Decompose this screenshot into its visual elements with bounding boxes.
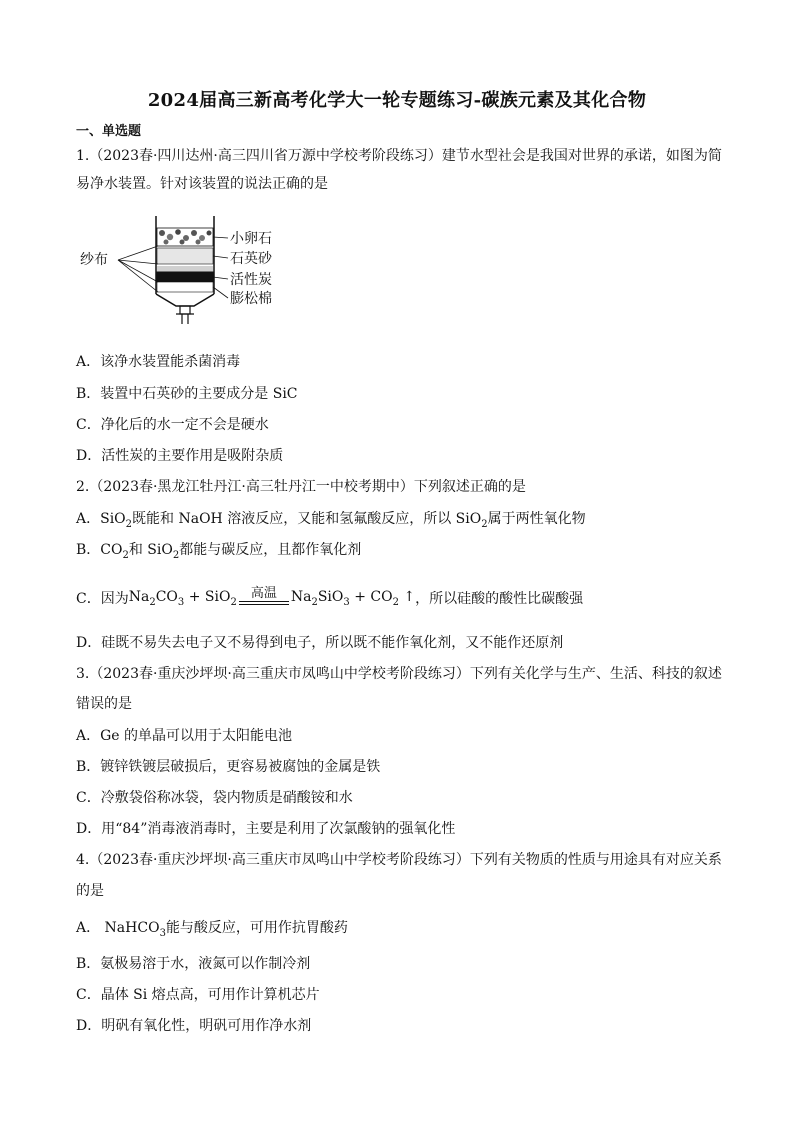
q1-stem-line2: 易净水装置。针对该装置的说法正确的是	[76, 176, 328, 192]
cotton-layer	[157, 282, 213, 292]
equation-reactants: $Na_2CO_3 + SiO_2$	[128, 589, 237, 608]
section-heading: 一、单选题	[76, 124, 142, 139]
q4-option-d: D．明矾有氧化性，明矾可用作净水剂	[76, 1018, 312, 1034]
water-filter-diagram	[76, 212, 306, 332]
quartz-sand-layer	[157, 248, 213, 264]
q3-option-b: B．镀锌铁镀层破损后，更容易被腐蚀的金属是铁	[76, 759, 381, 775]
reaction-condition: 高温	[250, 586, 277, 601]
q1-option-d: D．活性炭的主要作用是吸附杂质	[76, 448, 284, 464]
q4-option-a: A． NaHCO$_3$能与酸反应，可用作抗胃酸药	[76, 920, 348, 939]
label-activated-carbon: 活性炭	[230, 272, 272, 288]
reaction-condition-arrow	[239, 584, 289, 608]
q3-option-c: C．冷敷袋俗称冰袋，袋内物质是硝酸铵和水	[76, 790, 353, 806]
q2-option-b: B．$CO_2$和 SiO$_2$都能与碳反应，且都作氧化剂	[76, 542, 362, 561]
q1-option-a: A．该净水装置能杀菌消毒	[76, 354, 241, 370]
label-pebbles: 小卵石	[230, 231, 272, 247]
q3-option-d: D．用“84”消毒液消毒时，主要是利用了次氯酸钠的强氧化性	[76, 821, 456, 837]
q4-stem-line2: 的是	[76, 883, 104, 899]
q2-option-c: C．因为$Na_2CO_3 + SiO_2$ 高温 $Na_2SiO_3 + CO_2$ ↑，所以硅酸的酸性比碳酸强	[76, 584, 583, 610]
q1-option-b: B．装置中石英砂的主要成分是 SiC	[76, 386, 298, 402]
document-title: 2024届高三新高考化学大一轮专题练习-碳族元素及其化合物	[147, 90, 647, 111]
q3-option-a: A．Ge 的单晶可以用于太阳能电池	[76, 728, 293, 744]
label-quartz-sand: 石英砂	[230, 251, 272, 267]
equation-products: $Na_2SiO_3 + CO_2$ ↑	[290, 589, 416, 608]
water-filter-figure	[76, 212, 306, 332]
activated-carbon-layer	[157, 266, 213, 282]
q4-option-b: B．氨极易溶于水，液氮可以作制冷剂	[76, 956, 311, 972]
label-cotton: 膨松棉	[230, 291, 272, 307]
q2-stem: 2.（2023春·黑龙江牡丹江·高三牡丹江一中校考期中）下列叙述正确的是	[76, 479, 526, 495]
q2-option-a: A．SiO$_2$既能和 NaOH 溶液反应，又能和氢氟酸反应，所以 SiO$_2$属于两性氧化物	[76, 511, 586, 530]
q3-stem-line2: 错误的是	[76, 696, 132, 712]
q1-option-c: C．净化后的水一定不会是硬水	[76, 417, 269, 433]
q1-stem-line1: 1.（2023春·四川达州·高三四川省万源中学校考阶段练习）建节水型社会是我国对世界的承诺，如图为简	[76, 148, 722, 164]
q4-option-c: C．晶体 Si 熔点高，可用作计算机芯片	[76, 987, 320, 1003]
label-gauze: 纱布	[80, 252, 108, 268]
q2-option-d: D．硅既不易失去电子又不易得到电子，所以既不能作氧化剂，又不能作还原剂	[76, 635, 564, 651]
q4-stem-line1: 4.（2023春·重庆沙坪坝·高三重庆市凤鸣山中学校考阶段练习）下列有关物质的性质与用途具有对应关系	[76, 852, 722, 868]
q3-stem-line1: 3.（2023春·重庆沙坪坝·高三重庆市凤鸣山中学校考阶段练习）下列有关化学与生产、生活、科技的叙述	[76, 666, 722, 682]
pebble-layer	[157, 228, 213, 246]
